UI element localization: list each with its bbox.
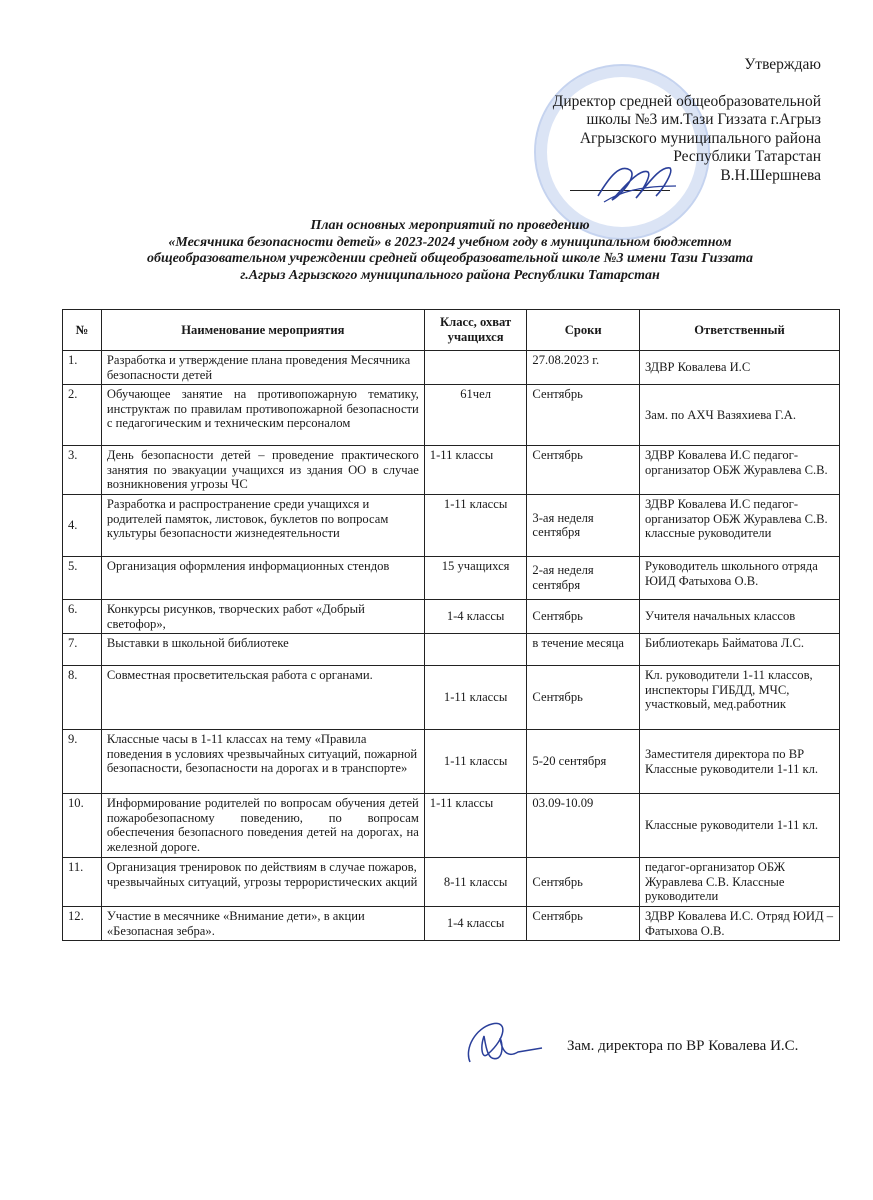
footer-signatory: Зам. директора по ВР Ковалева И.С. xyxy=(567,1038,799,1054)
table-header-row xyxy=(63,310,840,351)
cell-classes: 61чел xyxy=(424,385,527,446)
approval-line: Агрызского муниципального района xyxy=(579,129,821,147)
cell-dates: 2-ая неделя сентября xyxy=(527,556,640,599)
events-table xyxy=(62,309,840,941)
header-classes: Класс, охват учащихся xyxy=(424,310,527,351)
cell-responsible: Классные руководители 1-11 кл. xyxy=(639,794,839,858)
cell-dates: Сентябрь xyxy=(527,599,640,633)
approval-line: Директор средней общеобразовательной xyxy=(552,92,821,110)
cell-num: 10. xyxy=(63,794,102,858)
cell-classes: 15 учащихся xyxy=(424,556,527,599)
approval-line: Республики Татарстан xyxy=(673,148,821,165)
cell-classes xyxy=(424,351,527,385)
cell-dates: 3-ая неделя сентября xyxy=(527,494,640,556)
document-title xyxy=(60,218,840,284)
table-row xyxy=(63,906,840,940)
table-row xyxy=(63,634,840,666)
title-line: «Месячника безопасности детей» в 2023-2024 учебном году в муниципальном бюджетном xyxy=(168,234,732,250)
director-signature-icon xyxy=(590,156,680,208)
cell-classes xyxy=(424,634,527,666)
cell-name: Совместная просветительская работа с органами. xyxy=(101,666,424,730)
header-name: Наименование мероприятия xyxy=(101,310,424,351)
cell-dates: Сентябрь xyxy=(527,446,640,495)
title-line: г.Агрыз Агрызского муниципального района Республики Татарстан xyxy=(240,267,660,283)
cell-name: Организация тренировок по действиям в случае пожаров, чрезвычайных ситуаций, угрозы террористических акций xyxy=(101,858,424,907)
cell-classes: 1-4 классы xyxy=(424,906,527,940)
cell-name: Конкурсы рисунков, творческих работ «Добрый светофор», xyxy=(101,599,424,633)
cell-num: 4. xyxy=(63,494,102,556)
approval-line: школы №3 им.Тази Гиззата г.Агрыз xyxy=(586,111,821,128)
table-row xyxy=(63,730,840,794)
cell-classes: 1-11 классы xyxy=(424,794,527,858)
cell-num: 1. xyxy=(63,351,102,385)
cell-dates: 03.09-10.09 xyxy=(527,794,640,858)
cell-name: Разработка и утверждение плана проведения Месячника безопасности детей xyxy=(101,351,424,385)
cell-dates: в течение месяца xyxy=(527,634,640,666)
approval-signatory: В.Н.Шершнева xyxy=(720,166,821,184)
cell-num: 9. xyxy=(63,730,102,794)
table-row xyxy=(63,385,840,446)
cell-classes: 1-11 классы xyxy=(424,730,527,794)
header-dates: Сроки xyxy=(527,310,640,351)
cell-num: 3. xyxy=(63,446,102,495)
cell-num: 11. xyxy=(63,858,102,907)
header-num: № xyxy=(63,310,102,351)
cell-num: 8. xyxy=(63,666,102,730)
table-row xyxy=(63,599,840,633)
table-row xyxy=(63,666,840,730)
cell-name: Разработка и распространение среди учащихся и родителей памяток, листовок, буклетов по вопросам культуры безопасности жизнедеятельности xyxy=(101,494,424,556)
table-row xyxy=(63,858,840,907)
cell-name: Участие в месячнике «Внимание дети», в акции «Безопасная зебра». xyxy=(101,906,424,940)
cell-responsible: ЗДВР Ковалева И.С xyxy=(639,351,839,385)
cell-responsible: Зам. по АХЧ Вазяхиева Г.А. xyxy=(639,385,839,446)
cell-dates: Сентябрь xyxy=(527,858,640,907)
table-row xyxy=(63,794,840,858)
approval-heading: Утверждаю xyxy=(744,56,821,73)
cell-name: Организация оформления информационных стендов xyxy=(101,556,424,599)
table-row xyxy=(63,494,840,556)
deputy-signature-icon xyxy=(458,1018,548,1068)
cell-dates: 27.08.2023 г. xyxy=(527,351,640,385)
cell-classes: 8-11 классы xyxy=(424,858,527,907)
cell-num: 5. xyxy=(63,556,102,599)
cell-name: Классные часы в 1-11 классах на тему «Правила поведения в условиях чрезвычайных ситуаций, пожарной безопасности, безопасности на дорогах и в транспорте» xyxy=(101,730,424,794)
cell-num: 12. xyxy=(63,906,102,940)
header-responsible: Ответственный xyxy=(639,310,839,351)
cell-responsible: Заместителя директора по ВР Классные руководители 1-11 кл. xyxy=(639,730,839,794)
cell-dates: Сентябрь xyxy=(527,906,640,940)
cell-num: 2. xyxy=(63,385,102,446)
cell-classes: 1-11 классы xyxy=(424,446,527,495)
cell-name: Обучающее занятие на противопожарную тематику, инструктаж по правилам противопожарной безопасности с педагогическим и техническим персоналом xyxy=(101,385,424,446)
table-row xyxy=(63,351,840,385)
cell-dates: 5-20 сентября xyxy=(527,730,640,794)
cell-classes: 1-11 классы xyxy=(424,666,527,730)
cell-responsible: Кл. руководители 1-11 классов, инспекторы ГИБДД, МЧС, участковый, мед.работник xyxy=(639,666,839,730)
cell-name: Выставки в школьной библиотеке xyxy=(101,634,424,666)
cell-responsible: Руководитель школьного отряда ЮИД Фатыхова О.В. xyxy=(639,556,839,599)
cell-responsible: ЗДВР Ковалева И.С. Отряд ЮИД – Фатыхова О.В. xyxy=(639,906,839,940)
cell-num: 6. xyxy=(63,599,102,633)
cell-classes: 1-4 классы xyxy=(424,599,527,633)
cell-name: День безопасности детей – проведение практического занятия по эвакуации учащихся из здания ОО в случае возникновения угрозы ЧС xyxy=(101,446,424,495)
cell-responsible: Библиотекарь Байматова Л.С. xyxy=(639,634,839,666)
cell-responsible: ЗДВР Ковалева И.С педагог-организатор ОБЖ Журавлева С.В. xyxy=(639,446,839,495)
table-row xyxy=(63,446,840,495)
cell-classes: 1-11 классы xyxy=(424,494,527,556)
cell-responsible: ЗДВР Ковалева И.С педагог-организатор ОБЖ Журавлева С.В. классные руководители xyxy=(639,494,839,556)
title-line: План основных мероприятий по проведению xyxy=(310,218,590,233)
cell-dates: Сентябрь xyxy=(527,666,640,730)
cell-num: 7. xyxy=(63,634,102,666)
cell-responsible: Учителя начальных классов xyxy=(639,599,839,633)
cell-responsible: педагог-организатор ОБЖ Журавлева С.В. Классные руководители xyxy=(639,858,839,907)
title-line: общеобразовательном учреждении средней общеобразовательной школе №3 имени Тази Гиззата xyxy=(146,251,754,266)
table-row xyxy=(63,556,840,599)
cell-name: Информирование родителей по вопросам обучения детей пожаробезопасному поведению, по вопросам обеспечения безопасного поведения детей на дорогах, на железной дороге. xyxy=(101,794,424,858)
cell-dates: Сентябрь xyxy=(527,385,640,446)
